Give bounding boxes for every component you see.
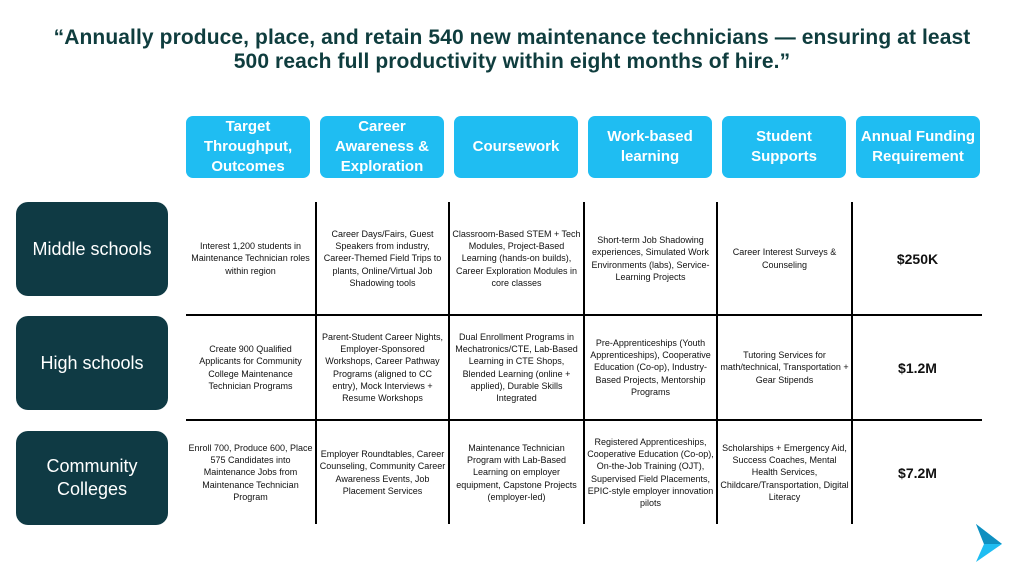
table-cell: Employer Roundtables, Career Counseling, Community Career Awareness Events, Job Placement Services — [319, 449, 446, 496]
column-header-funding: Annual Funding Requirement — [856, 116, 980, 178]
column-header-coursework: Coursework — [454, 116, 578, 178]
table-cell: Interest 1,200 students in Maintenance Technician roles within region — [191, 241, 310, 276]
row-label-community-colleges: Community Colleges — [16, 431, 168, 525]
table-cell: Tutoring Services for math/technical, Transportation + Gear Stipends — [720, 350, 849, 385]
column-header-target: Target Throughput, Outcomes — [186, 116, 310, 178]
table-cell: Classroom-Based STEM + Tech Modules, Project-Based Learning (hands-on builds), Career Exploration Modules in core classes — [452, 228, 581, 288]
table-cell: Create 900 Qualified Applicants for Community College Maintenance Technician Programs — [199, 344, 302, 391]
funding-amount: $250K — [896, 250, 939, 267]
table-cell: Enroll 700, Produce 600, Place 575 Candidates into Maintenance Jobs from Maintenance Technician Program — [188, 442, 313, 502]
brand-chevron-logo-icon — [974, 522, 1004, 564]
table-cell: Pre-Apprenticeships (Youth Apprenticeships), Cooperative Education (Co-op), Industry-Based Projects, Mentorship Programs — [590, 337, 711, 397]
table-cell: Career Days/Fairs, Guest Speakers from industry, Career-Themed Field Trips to plants, Online/Virtual Job Shadowing tools — [323, 228, 442, 288]
row-label-middle-schools: Middle schools — [16, 202, 168, 296]
table-cell: Registered Apprenticeships, Cooperative Education (Co-op), On-the-Job Training (OJT), Supervised Field Placements, EPIC-style employer innovation pilots — [587, 436, 714, 508]
page-title: “Annually produce, place, and retain 540 new maintenance technicians — ensuring at least 500 reach full productivity within eight months of hire.” — [53, 26, 971, 73]
table-cell: Parent-Student Career Nights, Employer-Sponsored Workshops, Career Pathway Programs (aligned to CC entry), Mock Interviews + Resume Workshops — [321, 331, 444, 403]
column-header-student-supports: Student Supports — [722, 116, 846, 178]
column-header-work-based-learning: Work-based learning — [588, 116, 712, 178]
table-cell: Maintenance Technician Program with Lab-Based Learning on employer equipment, Capstone Projects (employer-led) — [456, 442, 577, 502]
table-cell: Career Interest Surveys & Counseling — [732, 247, 837, 270]
table-cell: Scholarships + Emergency Aid, Success Coaches, Mental Health Services, Childcare/Transportation, Digital Literacy — [720, 442, 849, 502]
column-header-career-awareness: Career Awareness & Exploration — [320, 116, 444, 178]
funding-amount: $7.2M — [898, 464, 937, 481]
funding-amount: $1.2M — [898, 359, 937, 376]
row-label-high-schools: High schools — [16, 316, 168, 410]
table-cell: Dual Enrollment Programs in Mechatronics/CTE, Lab-Based Learning in CTE Shops, Blended Learning (online + applied), Durable Skills Integrated — [455, 331, 578, 403]
table-cell: Short-term Job Shadowing experiences, Simulated Work Environments (labs), Service-Learning Projects — [591, 235, 710, 282]
